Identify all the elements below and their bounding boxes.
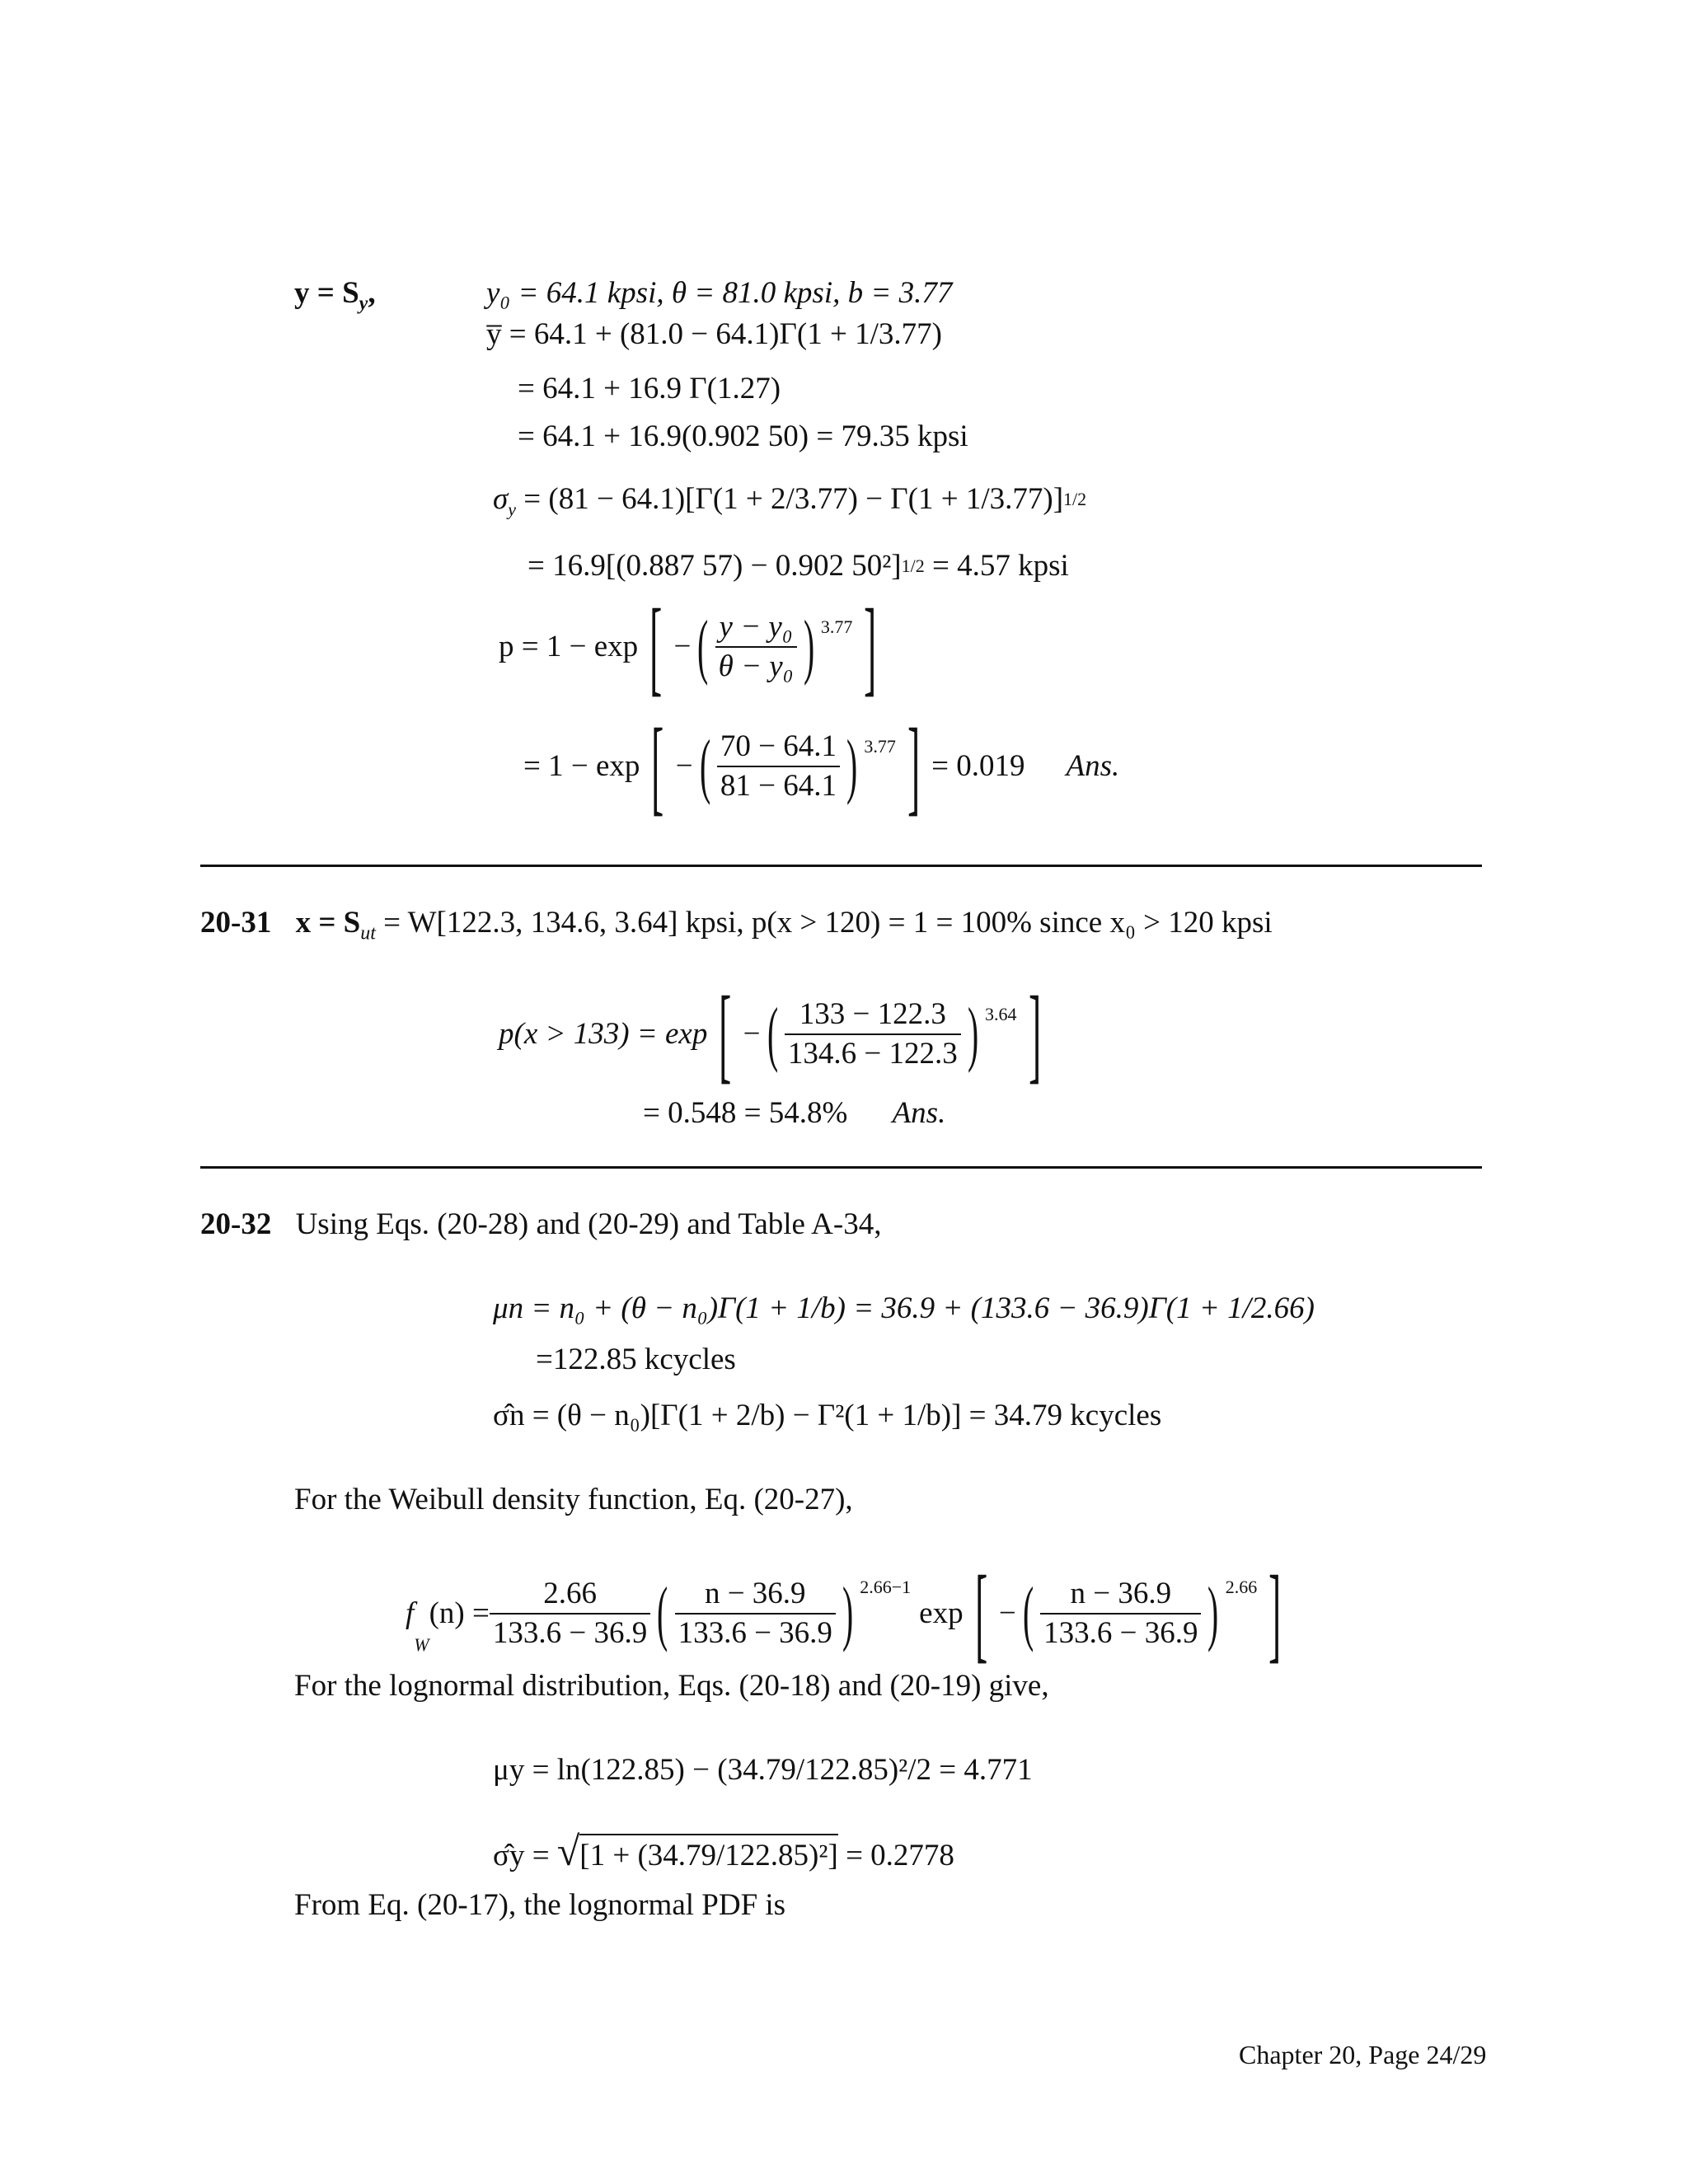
eq-weibull-pdf: f $_W$ (n) = $\frac{2.66}{133.6 - 36.9}$ ( $\frac{n - 36.9}{133.6 - 36.9}$ ) 2.66−1 exp [ − ( $\frac{n - 36.9}{133.6 - 36.9}$ ) 2.66 ] [406, 1554, 1282, 1673]
eq-parameters: y₀ = 64.1 kpsi, θ = 81.0 kpsi, b = 3.77 [486, 276, 953, 310]
page-footer: Chapter 20, Page 24/29 [1239, 2040, 1487, 2069]
eq-sigma-n: σ̂n = (θ − n₀)[Γ(1 + 2/b) − Γ²(1 + 1/b)] = 34.79 kcycles [493, 1399, 1162, 1432]
eq-sigma-y: σ̂y = √[1 + (34.79/122.85)²] = 0.2778 [493, 1828, 954, 1874]
eq-prob-133: p(x > 133) = exp [ − ( $\frac{133 - 122.3}{134.6 - 122.3}$ ) 3.64 ] [499, 975, 1041, 1094]
block1-label: $y = S_y$, [294, 276, 376, 315]
section-divider-2 [200, 1166, 1482, 1169]
pdf-intro: From Eq. (20-17), the lognormal PDF is [294, 1888, 786, 1922]
eq-mean-step: = 64.1 + 16.9 Γ(1.27) [518, 372, 781, 405]
eq-sigma-expr: $\sigma_y = (81 - 64.1)[\Gamma(1 + 2/3.77) - \Gamma(1 + 1/3.77)]1/2$ [493, 482, 1087, 520]
eq-mu-n-result: =122.85 kcycles [536, 1343, 736, 1376]
eq-mean-expr: y̅ = 64.1 + (81.0 − 64.1)Γ(1 + 1/3.77) [486, 317, 942, 351]
weibull-intro: For the Weibull density function, Eq. (20-27), [294, 1483, 853, 1516]
eq-mu-n: μn = n₀ + (θ − n₀)Γ(1 + 1/b) = 36.9 + (133.6 − 36.9)Γ(1 + 1/2.66) [493, 1291, 1315, 1325]
eq-p-general: p = 1 − exp [ − ( $\frac{\text{y − y₀}}{\text{θ − y₀}}$ ) 3.77 ] [499, 588, 877, 706]
lognormal-intro: For the lognormal distribution, Eqs. (20-18) and (20-19) give, [294, 1669, 1049, 1703]
eq-prob-133-result: = 0.548 = 54.8% Ans. [643, 1096, 946, 1130]
eq-mu-y: μy = ln(122.85) − (34.79/122.85)²/2 = 4.771 [493, 1753, 1033, 1787]
eq-p-numeric: = 1 − exp [ − ( $\frac{70 - 64.1}{81 - 64.1}$ ) 3.77 ] = 0.019 Ans. [523, 707, 1120, 826]
section-divider-1 [200, 865, 1482, 867]
eq-sigma-result: = 16.9[(0.887 57) − 0.902 50²]1/2 = 4.57 kpsi [528, 549, 1069, 583]
problem-20-32-statement: 20-32 Using Eqs. (20-28) and (20-29) and Table A-34, [200, 1207, 882, 1241]
problem-20-31-statement: 20-31 $x = S_{ut} = W[122.3$, 134.6, 3.64] kpsi, p(x > 120) = 1 = 100% since x₀ > 120 kpsi [200, 906, 1273, 944]
eq-mean-result: = 64.1 + 16.9(0.902 50) = 79.35 kpsi [518, 419, 968, 453]
